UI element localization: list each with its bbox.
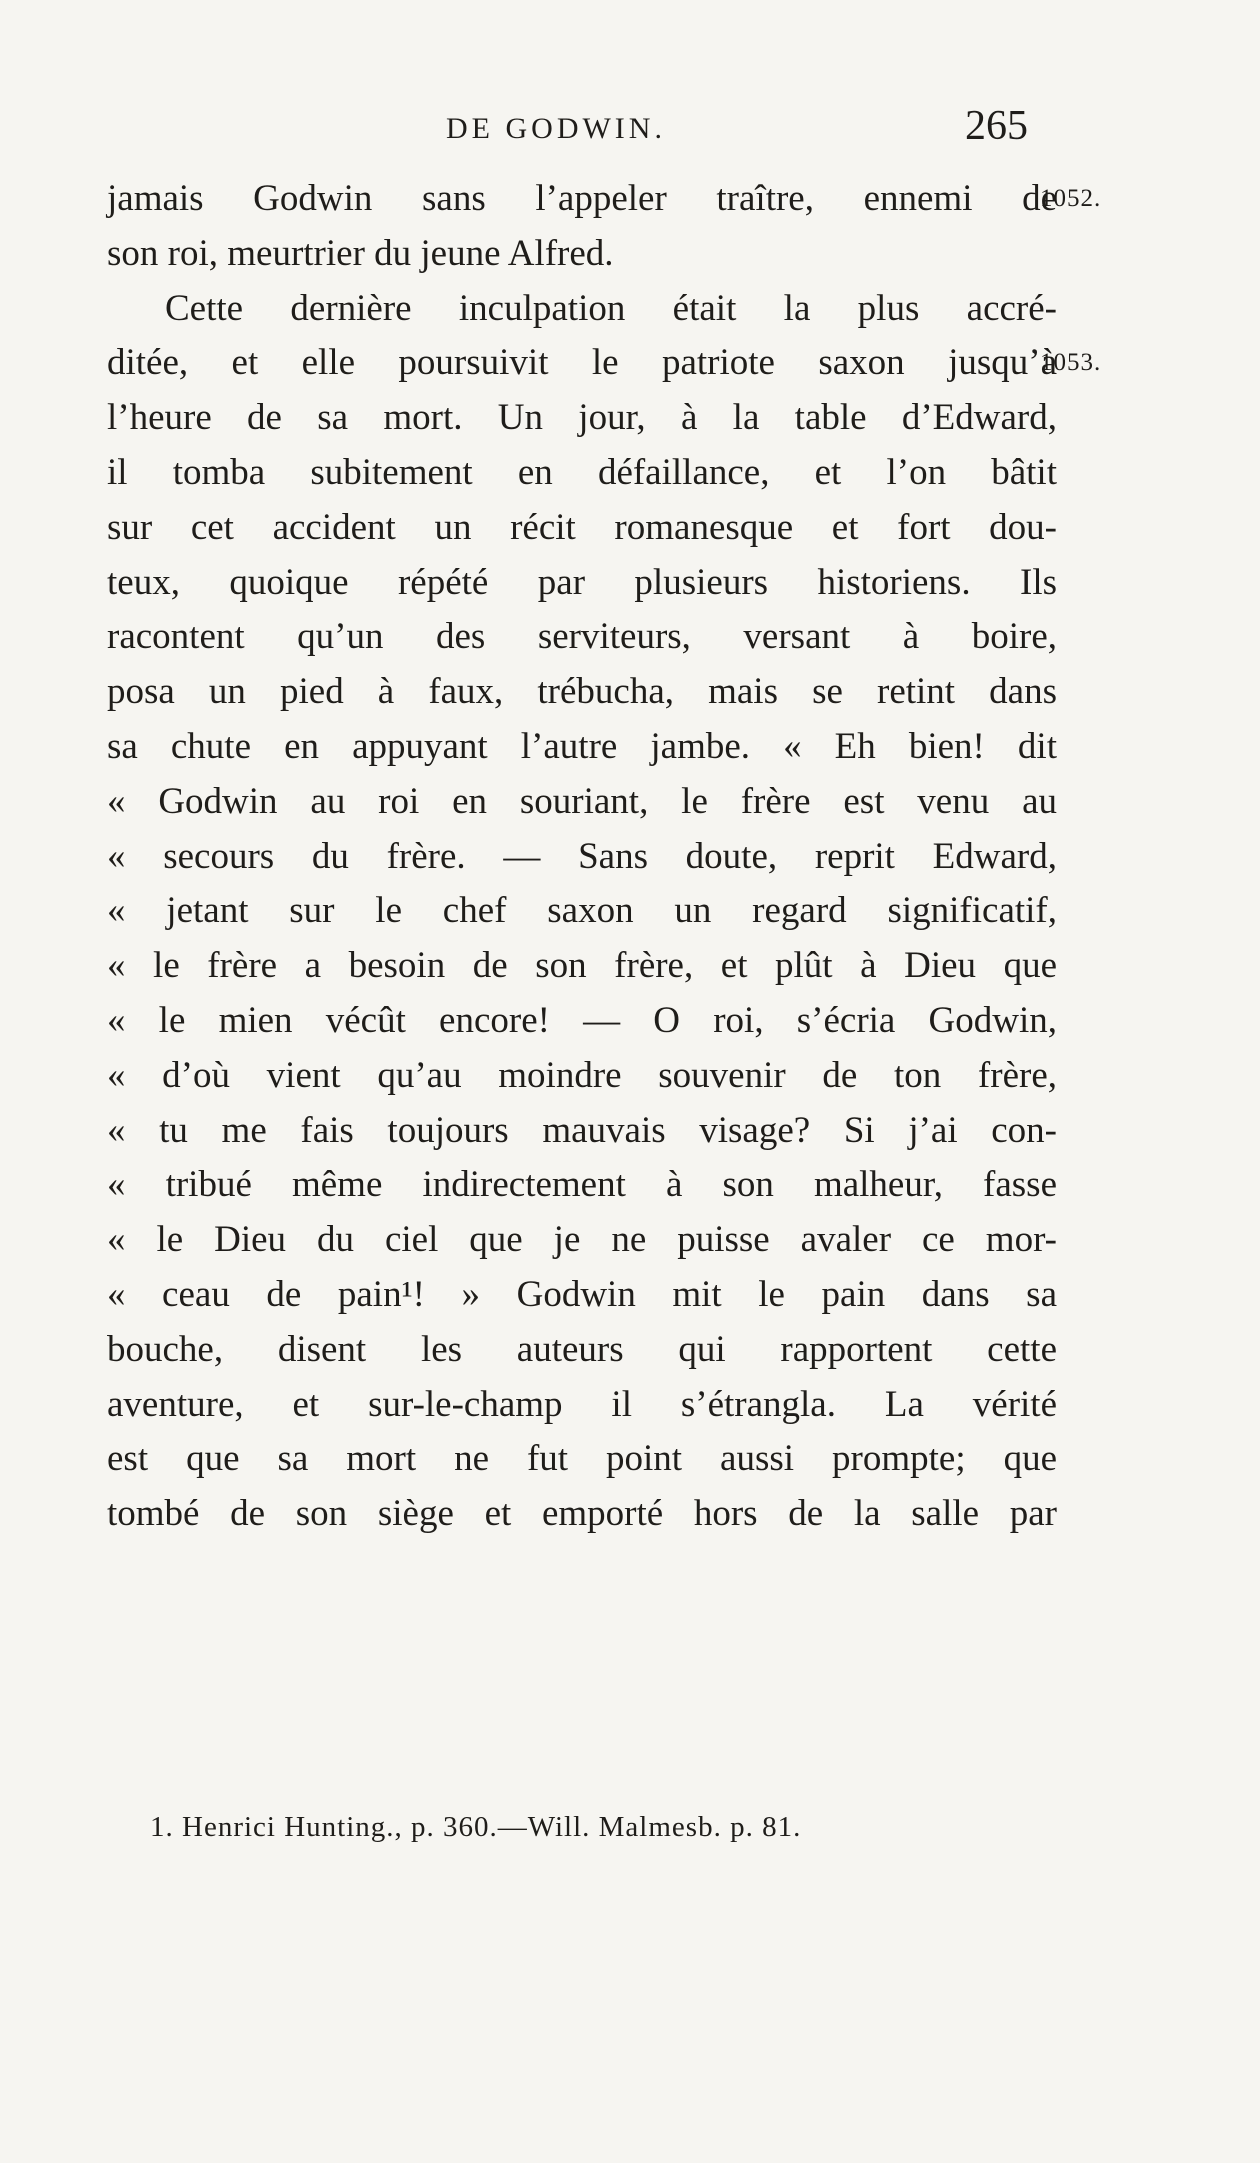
text-line: l’heure de sa mort. Un jour, à la table d’Edward, xyxy=(107,397,1057,439)
text-line: « secours du frère. — Sans doute, reprit Edward, xyxy=(107,835,1057,877)
margin-date-1052: 1052. xyxy=(1040,185,1102,212)
text-line: jamais Godwin sans l’appeler traître, ennemi de xyxy=(107,178,1057,219)
text-line: « tribué même indirectement à son malheur, fasse xyxy=(107,1164,1057,1206)
text-line: sa chute en appuyant l’autre jambe. « Eh bien! dit xyxy=(107,725,1057,767)
text-line: « d’où vient qu’au moindre souvenir de ton frère, xyxy=(107,1054,1057,1096)
text-line: il tomba subitement en défaillance, et l’on bâtit xyxy=(107,451,1057,493)
text-line: « le frère a besoin de son frère, et plût à Dieu que xyxy=(107,945,1057,987)
text-line: bouche, disent les auteurs qui rapportent cette xyxy=(107,1328,1057,1370)
page-number: 265 xyxy=(965,103,1028,149)
text-line: « ceau de pain¹! » Godwin mit le pain dans sa xyxy=(107,1273,1057,1315)
text-line: « le Dieu du ciel que je ne puisse avaler ce mor- xyxy=(107,1219,1057,1261)
body-text xyxy=(107,172,1067,1542)
text-line: sur cet accident un récit romanesque et fort dou- xyxy=(107,506,1057,548)
text-line: teux, quoique répété par plusieurs historiens. Ils xyxy=(107,561,1057,603)
footnote: 1. Henrici Hunting., p. 360.—Will. Malmesb. p. 81. xyxy=(150,1811,802,1843)
text-line: « le mien vécût encore! — O roi, s’écria Godwin, xyxy=(107,999,1057,1041)
text-line: aventure, et sur-le-champ il s’étrangla. La vérité xyxy=(107,1383,1057,1425)
margin-date-1053: 1053. xyxy=(1040,349,1102,376)
text-line: tombé de son siège et emporté hors de la salle par xyxy=(107,1493,1057,1535)
text-line: son roi, meurtrier du jeune Alfred. xyxy=(107,232,614,274)
text-line: Cette dernière inculpation était la plus accré- xyxy=(165,287,1057,329)
text-line: « Godwin au roi en souriant, le frère est venu au xyxy=(107,780,1057,822)
text-line: racontent qu’un des serviteurs, versant à boire, xyxy=(107,616,1057,658)
page-header xyxy=(0,104,1260,154)
text-line: posa un pied à faux, trébucha, mais se retint dans xyxy=(107,671,1057,713)
text-line: est que sa mort ne fut point aussi prompte; que xyxy=(107,1438,1057,1480)
text-line: « jetant sur le chef saxon un regard significatif, xyxy=(107,890,1057,932)
text-line: ditée, et elle poursuivit le patriote saxon jusqu’à xyxy=(107,342,1057,384)
text-line: « tu me fais toujours mauvais visage? Si j’ai con- xyxy=(107,1109,1057,1151)
running-head: DE GODWIN. xyxy=(446,112,666,145)
